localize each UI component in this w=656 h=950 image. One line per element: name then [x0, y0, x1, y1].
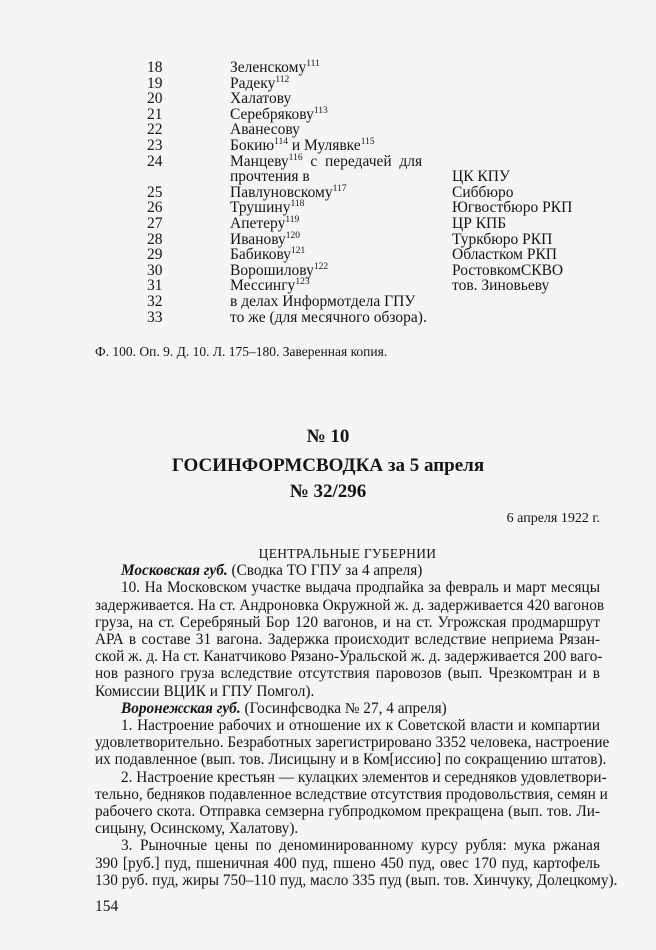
row-number: 24 — [147, 152, 163, 170]
text-line: 10. На Московском участке выдача продпайка за февраль и март месяцы — [121, 579, 600, 597]
distribution-row — [0, 76, 656, 92]
text-line: 130 руб. пуд, жиры 750–110 пуд, масло 335 пуд (вып. тов. Хинчуку, Долецкому). — [95, 871, 618, 889]
region-name: Московская губ. — [121, 562, 228, 580]
footnote-ref: 116 — [288, 152, 303, 163]
footnote-ref: 123 — [295, 277, 310, 288]
recipient — [230, 154, 422, 170]
distribution-row — [0, 232, 656, 248]
recipient-name: Трушину — [230, 199, 291, 217]
region-source: (Госинфсводка № 27, 4 апреля) — [240, 699, 447, 717]
recipient-name: в делах Информотдела ГПУ — [230, 293, 416, 310]
footnote-ref: 117 — [332, 183, 347, 194]
distribution-row — [0, 154, 656, 170]
recipient — [230, 263, 328, 279]
text-line: АРА в составе 31 вагона. Задержка происходит вследствие неприема Рязан- — [95, 631, 600, 649]
recipient-name-cont: с передачей для — [302, 152, 423, 170]
recipient-org: тов. Зиновьеву — [452, 277, 550, 295]
row-number: 21 — [147, 105, 163, 123]
region-source: (Сводка ТО ГПУ за 4 апреля) — [227, 562, 423, 580]
distribution-row — [0, 122, 656, 138]
recipient — [230, 294, 415, 310]
text-line: нов разного груза вследствие отсутствия паровозов (вып. Чрезкомтран и в — [95, 665, 600, 683]
text-line: удовлетворительно. Безработных зарегистрировано 3352 человека, настроение — [95, 734, 610, 752]
row-number: 28 — [147, 230, 163, 248]
region-name: Воронежская губ. — [121, 699, 241, 717]
archive-reference: Ф. 100. Оп. 9. Д. 10. Л. 175–180. Заверенная копия. — [95, 344, 388, 359]
footnote-ref: 112 — [275, 74, 290, 85]
recipient — [230, 60, 320, 76]
document-date: 6 апреля 1922 г. — [506, 511, 600, 526]
page-number: 154 — [95, 898, 119, 915]
recipient-org: Югвостбюро РКП — [452, 199, 573, 217]
recipient — [230, 185, 347, 201]
recipient — [230, 200, 304, 216]
region-heading-voronezh — [95, 700, 600, 717]
distribution-row — [0, 200, 656, 216]
footnote-ref: 113 — [313, 105, 328, 116]
document-number: № 10 — [306, 426, 350, 447]
distribution-row — [0, 138, 656, 154]
recipient-org: ЦР КПБ — [452, 215, 507, 232]
row-number: 29 — [147, 246, 163, 264]
distribution-row — [0, 216, 656, 232]
footnote-ref: 111 — [306, 59, 320, 69]
recipient-name: Павлуновскому — [230, 183, 333, 201]
distribution-row — [0, 185, 656, 201]
row-number: 27 — [147, 215, 163, 232]
distribution-row — [0, 278, 656, 294]
row-number: 31 — [147, 277, 163, 295]
recipient — [230, 107, 328, 123]
row-number: 26 — [147, 199, 163, 217]
section-heading: ЦЕНТРАЛЬНЫЕ ГУБЕРНИИ — [258, 546, 437, 561]
recipient-name: Иванову — [230, 230, 286, 248]
recipient-name: Халатову — [230, 90, 292, 108]
distribution-row — [0, 247, 656, 263]
recipient — [230, 216, 299, 232]
distribution-row — [0, 91, 656, 107]
distribution-row — [0, 60, 656, 76]
text-line: 2. Настроение крестьян — кулацких элементов и середняков удовлетвори- — [121, 768, 607, 786]
document-body — [95, 545, 618, 889]
text-line: Комиссии ВЦИК и ГПУ Помгол). — [95, 682, 315, 700]
distribution-row — [0, 263, 656, 279]
distribution-row — [0, 294, 656, 310]
footnote-ref: 121 — [291, 246, 306, 257]
recipient-org: ЦК КПУ — [452, 168, 510, 186]
voronezh-paragraphs — [95, 717, 618, 889]
row-number: 19 — [147, 74, 163, 92]
distribution-row — [0, 169, 656, 185]
footnote-ref: 119 — [285, 215, 300, 225]
row-number: 33 — [147, 308, 163, 326]
recipient-name: Серебрякову — [230, 105, 314, 123]
recipient-name: Бокию — [230, 137, 275, 154]
recipient — [230, 278, 310, 294]
recipient — [230, 122, 300, 138]
text-line: груза, на ст. Серебряный Бор 120 вагонов, и на ст. Угрожская продмаршрут — [95, 613, 600, 631]
recipient-name: Бабикову — [230, 246, 291, 264]
recipient-name: Зеленскому — [230, 59, 307, 76]
recipient-name: Аванесову — [230, 121, 300, 139]
recipient-name: Апетеру — [230, 215, 286, 232]
recipient-org: Сиббюро — [452, 183, 514, 201]
row-number: 20 — [147, 90, 163, 108]
recipient — [230, 247, 305, 263]
recipient-name-cont: и Мулявке — [287, 137, 361, 154]
recipient-name: Ворошилову — [230, 261, 314, 279]
row-number: 32 — [147, 293, 163, 310]
recipient — [230, 138, 375, 154]
row-number: 22 — [147, 121, 163, 139]
moscow-paragraph — [95, 579, 605, 700]
recipient — [230, 310, 427, 326]
distribution-row — [0, 310, 656, 326]
text-line: задерживается. На ст. Андроновка Окружной ж. д. задерживается 420 вагонов — [95, 596, 605, 614]
recipient-org: Областком РКП — [452, 246, 557, 264]
region-heading-moscow — [95, 562, 600, 579]
row-number: 25 — [147, 183, 163, 201]
footnote-ref: 115 — [360, 137, 375, 147]
distribution-row — [0, 107, 656, 123]
row-number: 23 — [147, 137, 163, 154]
recipient-name: то же (для месячного обзора). — [230, 308, 427, 326]
recipient — [230, 232, 300, 248]
document-subnumber: № 32/296 — [289, 481, 367, 502]
recipient — [230, 169, 310, 185]
footnote-ref: 120 — [285, 230, 301, 241]
text-line: ской ж. д. На ст. Канатчиково Рязано-Уральской ж. д. задерживается 200 ваго- — [95, 648, 603, 666]
recipient-name: Манцеву — [230, 152, 289, 170]
text-line: их подавленное (вып. тов. Лисицыну и в Ком[иссию] по сокращению штатов). — [95, 751, 607, 769]
text-line: сицыну, Осинскому, Халатову). — [95, 820, 299, 838]
recipient-name: Радеку — [230, 74, 276, 92]
footnote-ref: 118 — [290, 199, 305, 210]
row-number: 18 — [147, 59, 163, 76]
recipient-name: прочтения в — [230, 168, 310, 186]
row-number: 30 — [147, 261, 163, 279]
text-line: 1. Настроение рабочих и отношение их к Советской власти и компартии — [121, 717, 600, 735]
text-line: рабочего скота. Отправка семзерна губпродкомом прекращена (вып. тов. Ли- — [95, 803, 600, 821]
recipient-org: РостовкомСКВО — [452, 261, 564, 279]
recipient-org: Туркбюро РКП — [452, 230, 553, 248]
recipient-name: Мессингу — [230, 277, 296, 295]
recipient — [230, 76, 289, 92]
footnote-ref: 114 — [274, 137, 288, 147]
text-line: 3. Рыночные цены по деноминированному курсу рубля: мука ржаная — [121, 837, 600, 855]
recipient — [230, 91, 291, 107]
document-title: ГОСИНФОРМСВОДКА за 5 апреля — [171, 455, 485, 476]
text-line: тельно, бедняков подавленное вследствие отсутствия продовольствия, семян и — [95, 785, 608, 803]
footnote-ref: 122 — [313, 261, 329, 272]
text-line: 390 [руб.] пуд, пшеничная 400 пуд, пшено 450 пуд, овес 170 пуд, картофель — [95, 854, 600, 872]
